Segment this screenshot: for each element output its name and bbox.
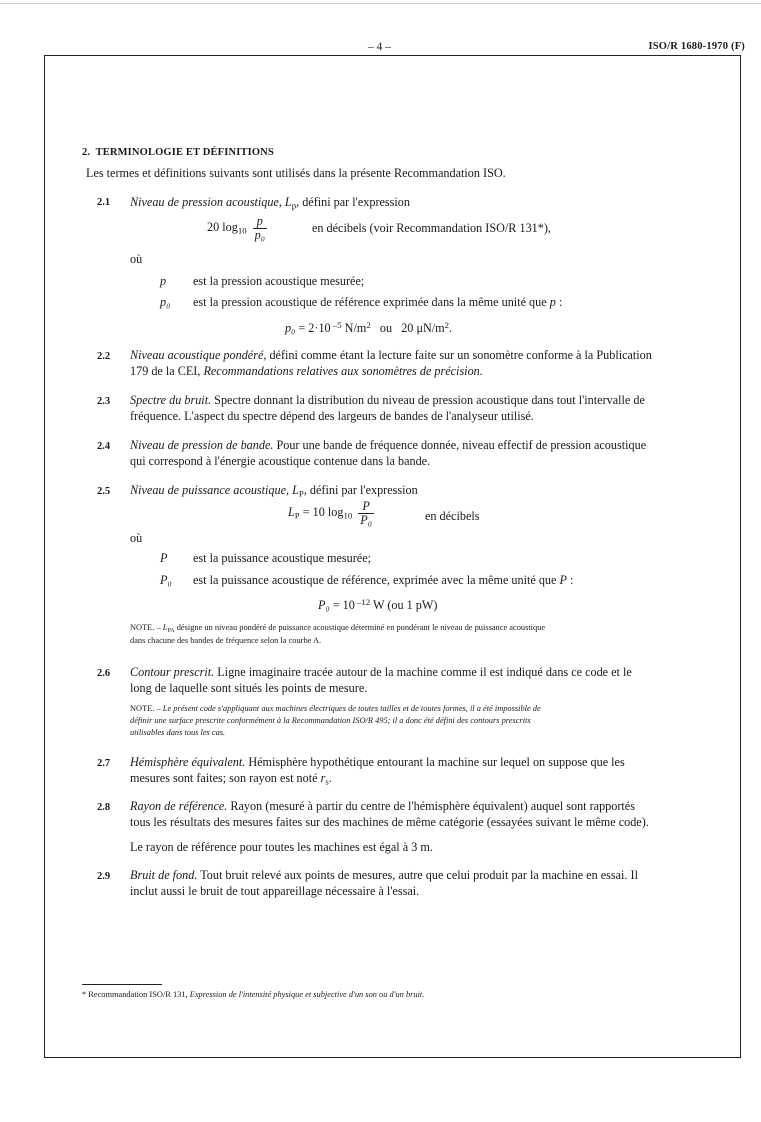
term: Hémisphère équivalent. [130, 755, 246, 769]
top-rule [0, 3, 761, 4]
var-description: est la pression acoustique de référence exprimée dans la même unité que p : [193, 295, 563, 309]
clause-2-7: Hémisphère équivalent. Hémisphère hypothétique entourant la machine sur lequel on suppose que les mesures sont faites; son rayon est noté $r_s$. [130, 755, 625, 787]
var-description: est la puissance acoustique de référence, exprimée avec la même unité que P : [193, 573, 574, 587]
where-label: où [130, 531, 143, 545]
clause-2-4: Niveau de pression de bande. Pour une bande de fréquence donnée, niveau effectif de pression acoustique qui correspond à l'énergie acoustique contenue dans la bande. [130, 438, 647, 469]
term: Spectre du bruit. [130, 393, 212, 407]
formula-unit: en décibels (voir Recommandation ISO/R 131*), [312, 221, 551, 235]
formula-2-5: $L_P = 10$ $\log_{10}$ $\frac{P}{\text{P₀}}$ [288, 499, 372, 527]
fraction: $\frac{P}{\text{P₀}}$ [360, 499, 372, 527]
reference-pressure: p₀ = 2·10 $^{-5}$ $N/m^2$ ou 20 $\mu N/m^2$. [285, 320, 453, 335]
clause-2-2: Niveau acoustique pondéré, défini comme étant la lecture faite sur un sonomètre conforme à la Publication 179 de la CEI, Recommandations relatives aux sonomètres de précision. [130, 348, 652, 379]
denominator: p₀ [254, 227, 265, 242]
term: Contour prescrit. [130, 665, 215, 679]
footnote-rule [82, 984, 162, 985]
clause-2-3: Spectre du bruit. Spectre donnant la distribution du niveau de pression acoustique dans tout l'intervalle de fréquence. L'aspect du spectre dépend des largeurs de bandes de l'analyseur utilisé. [130, 393, 645, 424]
var-symbol: p [160, 274, 167, 288]
section-heading [82, 146, 274, 160]
footnote: * Recommandation ISO/R 131, Expression de l'intensité physique et subjective d'un son ou d'un bruit. [82, 990, 425, 999]
clause-2-6: Contour prescrit. Ligne imaginaire tracée autour de la machine comme il est indiqué dans ce code et le long de laquelle sont situés les points de mesure. [130, 665, 632, 696]
document-reference: ISO/R 1680-1970 (F) [648, 41, 745, 52]
formula-sub: 10 [237, 225, 247, 236]
clause-number-2-8: 2.8 [97, 802, 111, 813]
section-number: 2. [82, 147, 91, 158]
note-2-6: NOTE. – Le présent code s'appliquant aux machines électriques de toutes tailles et de toutes formes, il a été impossible de définir une surface prescrite conformément à la Recommandation ISO/R 495; il a donc été défini des contours prescrits utilisables dans tous les cas. [130, 704, 541, 737]
clause-number-2-7: 2.7 [97, 758, 111, 769]
var-symbol: P [160, 551, 168, 565]
numerator: p [253, 215, 267, 229]
reference-power: P₀ = 10 $^{-12}$ W (ou 1 pW) [318, 597, 438, 612]
clause-2-8: Rayon de référence. Rayon (mesuré à partir du centre de l'hémisphère équivalent) auquel sont rapportés tous les résultats des mesures faites sur des machines de même catégorie (essayées suivant le même code). [130, 799, 649, 830]
clause-number-2-6: 2.6 [97, 668, 111, 679]
note-2-5: NOTE. – $L_{PA}$ désigne un niveau pondéré de puissance acoustique déterminé en pondérant le niveau de puissance acoustique dans chacune des bandes de fréquence selon la courbe A. [130, 623, 546, 646]
formula-2-1 [207, 215, 270, 242]
term: Niveau de puissance acoustique, [130, 483, 290, 497]
clause-2-9: Bruit de fond. Tout bruit relevé aux points de mesures, autre que celui produit par la machine en essai. Il inclut aussi le bruit de tout appareillage nécessaire à l'essai. [130, 868, 638, 899]
where-label: où [130, 252, 143, 266]
clause-number-2-2: 2.2 [97, 351, 111, 362]
clause-2-5-title: Niveau de puissance acoustique, $L_P$, défini par l'expression [130, 483, 418, 499]
fraction [253, 215, 267, 242]
clause-2-1-title [130, 194, 410, 212]
formula-prefix: 20 log [207, 220, 238, 235]
term: Niveau acoustique pondéré, [130, 348, 267, 362]
section-title: TERMINOLOGIE ET DÉFINITIONS [95, 147, 274, 158]
term: Niveau de pression de bande. [130, 438, 274, 452]
clause-2-8-extra: Le rayon de référence pour toutes les machines est égal à 3 m. [130, 840, 433, 854]
section-intro: Les termes et définitions suivants sont utilisés dans la présente Recommandation ISO. [86, 166, 506, 180]
clause-number-2-9: 2.9 [97, 871, 111, 882]
var-symbol: p₀ [160, 295, 171, 309]
var-description: est la pression acoustique mesurée; [193, 274, 365, 288]
clause-number-2-4: 2.4 [97, 441, 111, 452]
var-symbol: P₀ [160, 573, 172, 587]
formula-unit: en décibels [425, 509, 480, 523]
term: Niveau de pression acoustique, [130, 195, 282, 209]
page-number: – 4 – [368, 41, 391, 53]
term: Bruit de fond. [130, 868, 198, 882]
symbol: L [284, 195, 292, 209]
clause-number-2-3: 2.3 [97, 396, 111, 407]
clause-number-2-5: 2.5 [97, 486, 111, 497]
symbol-sub: p [291, 200, 297, 211]
rest: , défini par l'expression [296, 195, 410, 209]
var-description: est la puissance acoustique mesurée; [193, 551, 372, 565]
term: Rayon de référence. [130, 799, 228, 813]
clause-number-2-1: 2.1 [97, 197, 111, 208]
